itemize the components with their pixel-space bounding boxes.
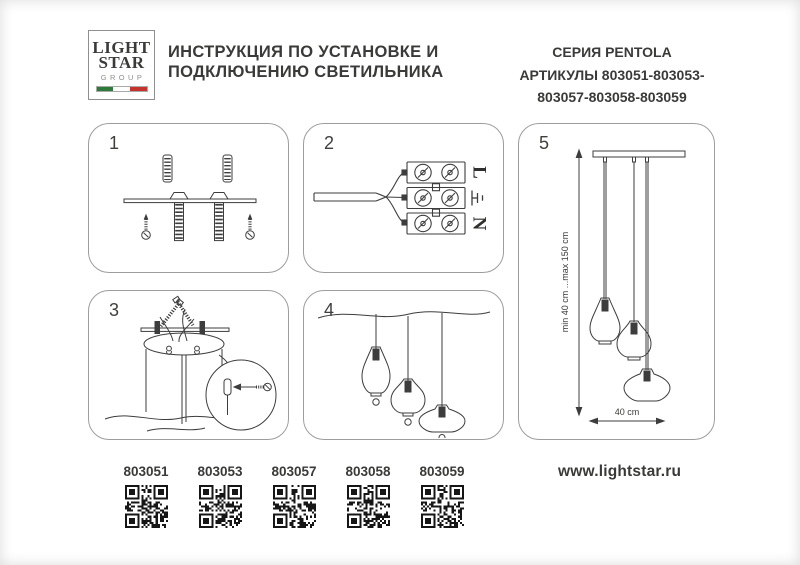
canopy-rim (144, 333, 224, 355)
ground-symbol-icon (472, 191, 483, 206)
horizontal-dimension (590, 407, 664, 424)
height-range-label: min 40 cm ...max 150 cm (560, 231, 570, 333)
width-label: 40 cm (614, 407, 640, 417)
mounting-screw-icon (210, 193, 228, 241)
article-number: 803059 (419, 464, 465, 479)
step-1-panel (88, 123, 289, 273)
website-url: www.lightstar.ru (558, 463, 682, 480)
article-column (405, 464, 479, 528)
step-number: 4 (324, 300, 335, 320)
ceiling-wave (318, 312, 490, 318)
mounting-screw-icon (170, 193, 188, 241)
wall-anchor-icon (223, 155, 232, 182)
article-column (109, 464, 183, 528)
article-number: 803057 (271, 464, 317, 479)
logo-star: STAR (98, 53, 145, 72)
bulb-icon (439, 435, 445, 439)
article-column (257, 464, 331, 528)
keyhole-nut (200, 322, 205, 334)
page-title (168, 43, 498, 82)
keyhole-nut (155, 322, 160, 334)
bulb-icon (373, 399, 379, 405)
logo-group: GROUP (100, 73, 146, 82)
lightstar-logo (88, 30, 155, 100)
pendant-lamp-pot (624, 162, 670, 401)
qr-code (273, 485, 316, 528)
mounting-bar (124, 199, 256, 203)
magnifier-circle (206, 360, 276, 430)
articles-line-1: АРТИКУЛЫ 803051-803053- (519, 66, 705, 83)
step-3-panel (88, 290, 289, 440)
title-line-2: ПОДКЛЮЧЕНИЮ СВЕТИЛЬНИКА (168, 62, 444, 81)
wall-anchor-icon (163, 155, 172, 182)
screw-icon (159, 299, 184, 328)
qr-code (347, 485, 390, 528)
vertical-dimension (560, 150, 582, 415)
qr-code (125, 485, 168, 528)
supply-cable (314, 170, 407, 225)
step-number: 1 (109, 133, 120, 153)
logo-light: LIGHT (92, 38, 151, 57)
pendant-lamp-teardrop (590, 162, 620, 344)
wire (160, 317, 173, 341)
article-column (183, 464, 257, 528)
step-number: 3 (109, 300, 120, 320)
series-info (503, 41, 721, 109)
qr-code (421, 485, 464, 528)
pendant-lamp-pot (419, 313, 465, 438)
label-neutral: N (468, 216, 490, 231)
article-number: 803058 (345, 464, 391, 479)
step-number: 2 (324, 133, 335, 153)
terminal-block-icon (407, 162, 465, 234)
step-number: 5 (539, 133, 550, 153)
pendant-lamp-onion (391, 316, 425, 425)
italian-flag-icon (96, 86, 148, 92)
cable-grip-icon (167, 346, 200, 354)
article-number: 803051 (123, 464, 169, 479)
small-screw-icon (142, 215, 151, 239)
series-name: СЕРИЯ PENTOLA (552, 44, 672, 60)
ceiling-plate (593, 151, 685, 157)
articles-line-2: 803057-803058-803059 (537, 89, 687, 105)
step-4-panel (303, 290, 504, 440)
article-number: 803053 (197, 464, 243, 479)
pendant-lamp-teardrop (362, 314, 390, 405)
ceiling-wave (147, 428, 205, 431)
label-live: L (468, 166, 490, 179)
step-2-panel (303, 123, 504, 273)
dimensions-diagram (519, 124, 713, 438)
qr-code (199, 485, 242, 528)
article-column (331, 464, 405, 528)
step-5-panel (518, 123, 715, 440)
title-line-1: ИНСТРУКЦИЯ ПО УСТАНОВКЕ И (168, 43, 439, 61)
small-screw-icon (246, 215, 255, 239)
bulb-icon (405, 419, 411, 425)
